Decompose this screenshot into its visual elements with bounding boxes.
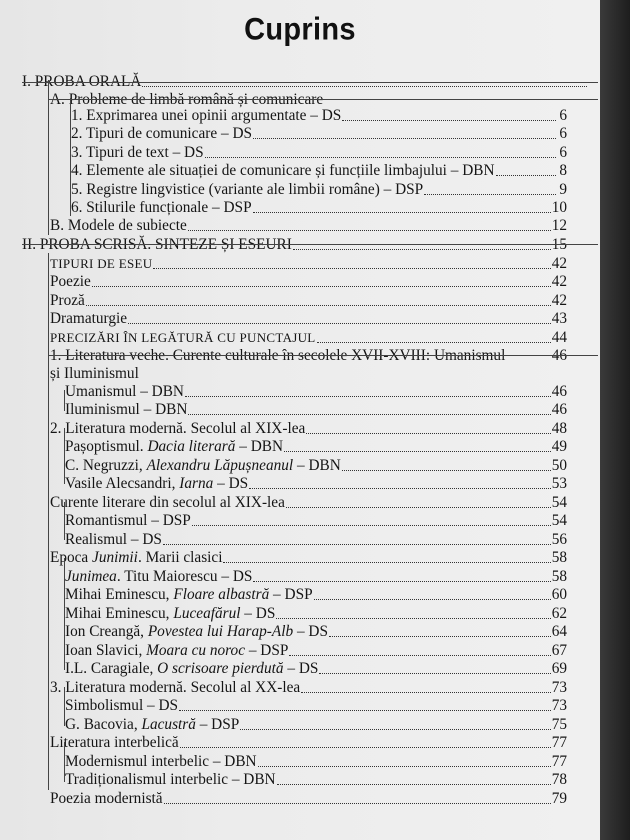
toc-entry-label: C. Negruzzi, Alexandru Lăpușneanul – DBN [65,457,341,474]
toc-leader-dots [249,488,551,489]
toc-tree-line [64,742,65,782]
toc-entry-label: Poezia modernistă [50,790,163,807]
toc-leader-dots [153,268,550,269]
toc-leader-dots [205,157,556,158]
toc-entry [71,106,567,124]
page-title: Cuprins [244,12,356,48]
toc-entry-label: I.L. Caragiale, O scrisoare pierdută – DS [65,660,319,677]
toc-entry [65,604,567,622]
toc-leader-dots [314,599,551,600]
toc-page-number: 50 [551,457,567,474]
toc-entry [65,770,567,788]
toc-leader-dots [301,692,551,693]
toc-entry-label: 1. Literatura veche. Curente culturale în secolele XVII-XVIII: Umanismul [50,347,506,364]
toc-page-number: 67 [551,642,567,659]
toc-entry-label: 6. Stilurile funcționale – DSP [71,199,252,216]
toc-leader-dots [86,305,551,306]
toc-page-number: 12 [551,217,567,234]
toc-entry [50,254,567,272]
toc-page-number: 43 [551,310,567,327]
toc-entry-label: 5. Registre lingvistice (variante ale limbii române) – DSP [71,181,424,198]
toc-leader-dots [258,766,551,767]
toc-leader-dots [253,212,551,213]
toc-entry [65,715,567,733]
toc-page-number: 42 [551,255,567,272]
toc-entry-label: și Iluminismul [50,365,139,382]
toc-page-number: 56 [551,531,567,548]
toc-page-number: 64 [551,623,567,640]
toc-entry [65,382,567,400]
toc-leader-dots [317,342,551,343]
toc-entry [50,733,567,751]
toc-entry [65,474,567,492]
toc-entry-label: Junimea. Titu Maiorescu – DS [65,568,253,585]
toc-entry-label: Tradiționalismul interbelic – DBN [65,771,276,788]
toc-leader-dots [424,194,556,195]
toc-entry-label: Curente literare din secolul al XIX-lea [50,494,285,511]
toc-leader-dots [185,396,551,397]
toc-entry-label: Poezie [50,273,91,290]
toc-leader-dots [223,562,550,563]
toc-entry-label: Dramaturgie [50,310,128,327]
toc-page-number: 73 [551,679,567,696]
toc-entry [50,216,567,234]
toc-leader-dots [179,710,551,711]
toc-entry [50,272,567,290]
toc-leader-dots [240,729,550,730]
toc-page-number: 46 [551,401,567,418]
toc-leader-dots [188,414,550,415]
toc-entry [71,161,567,179]
toc-page-number: 8 [559,162,567,179]
toc-entry [65,752,567,770]
toc-entry [50,291,567,309]
toc-page-number: 49 [551,438,567,455]
toc-entry [71,124,567,142]
toc-page-number: 6 [559,144,567,161]
toc-entry-label: Modernismul interbelic – DBN [65,753,257,770]
toc-entry-label: Vasile Alecsandri, Iarna – DS [65,475,249,492]
toc-page-number: 53 [551,475,567,492]
toc-entry-label: G. Bacovia, Lacustră – DSP [65,716,240,733]
toc-page-number: 75 [551,716,567,733]
toc-leader-dots [329,636,551,637]
toc-leader-dots [188,230,551,231]
toc-entry [65,641,567,659]
toc-page-number: 46 [551,347,567,364]
toc-entry-label: Pașoptismul. Dacia literară – DBN [65,438,283,455]
toc-leader-dots [142,86,587,87]
toc-entry [65,696,567,714]
toc-entry [71,198,567,216]
toc-leader-dots [180,747,551,748]
toc-leader-dots [496,175,556,176]
toc-entry-label: Realismul – DS [65,531,162,548]
toc-entry [65,622,567,640]
toc-entry [65,659,567,677]
toc-entry [50,419,567,437]
toc-page-number: 77 [551,734,567,751]
toc-entry [50,678,567,696]
toc-page-number: 54 [551,512,567,529]
toc-entry [71,143,567,161]
toc-page-number: 46 [551,383,567,400]
toc-tree-line [48,99,598,100]
toc-entry [50,309,567,327]
toc-page-number: 62 [551,605,567,622]
toc-leader-dots [253,581,550,582]
toc-entry-label: 4. Elemente ale situației de comunicare și funcțiile limbajului – DBN [71,162,495,179]
toc-entry [50,548,567,566]
toc-entry-label: B. Modele de subiecte [50,217,187,234]
toc-entry [71,180,567,198]
toc-leader-dots [306,433,550,434]
toc-page-number: 58 [551,549,567,566]
toc-leader-dots [253,138,556,139]
toc-tree-line [64,502,65,540]
toc-entry-label: 3. Literatura modernă. Secolul al XX-lea [50,679,301,696]
toc-page-number: 78 [551,771,567,788]
toc-page-number: 54 [551,494,567,511]
page-edge-shadow [600,0,630,840]
toc-tree-line [70,98,71,216]
toc-leader-dots [164,803,551,804]
toc-entry-label: Epoca Junimii. Marii clasici [50,549,223,566]
toc-page-number: 79 [551,790,567,807]
toc-entry [65,530,567,548]
toc-entry-label: Iluminismul – DBN [65,401,188,418]
toc-entry [65,400,567,418]
toc-leader-dots [163,544,551,545]
toc-leader-dots [284,451,551,452]
toc-entry-label: TIPURI DE ESEU [50,256,153,271]
toc-page-number: 69 [551,660,567,677]
toc-entry-label: A. Probleme de limbă română și comunicare [50,91,324,108]
toc-tree-line [48,80,49,235]
toc-entry [50,364,567,382]
toc-leader-dots [342,470,551,471]
toc-entry [65,511,567,529]
toc-entry-label: Romantismul – DSP [65,512,191,529]
toc-entry-label: 2. Literatura modernă. Secolul al XIX-lea [50,420,306,437]
toc-entry-label: PRECIZĂRI ÎN LEGĂTURĂ CU PUNCTAJUL [50,330,316,345]
toc-leader-dots [92,286,551,287]
toc-page-number: 42 [551,292,567,309]
toc-entry-label: 1. Exprimarea unei opinii argumentate – DS [71,107,342,124]
toc-leader-dots [342,120,556,121]
toc-entry [65,585,567,603]
toc-page-number: 10 [551,199,567,216]
toc-tree-line [64,428,65,484]
toc-page-number: 44 [551,329,567,346]
toc-entry [65,456,567,474]
toc-leader-dots [277,784,551,785]
toc-leader-dots [276,618,550,619]
toc-entry [50,789,567,807]
toc-page-number: 77 [551,753,567,770]
toc-page-number: 60 [551,586,567,603]
toc-leader-dots [289,655,550,656]
toc-tree-line [64,687,65,726]
toc-entry [50,328,567,346]
toc-tree-line [22,244,598,245]
toc-entry-label: II. PROBA SCRISĂ. SINTEZE ȘI ESEURI [22,236,292,253]
toc-page-number: 15 [551,236,567,253]
toc-entry-label: 2. Tipuri de comunicare – DS [71,125,253,142]
toc-page-number: 73 [551,697,567,714]
toc-leader-dots [128,323,551,324]
toc-page-number: 42 [551,273,567,290]
toc-tree-line [48,355,598,356]
toc-entry [65,437,567,455]
toc-leader-dots [286,507,551,508]
toc-page-number: 48 [551,420,567,437]
toc-entry-label: Literatura interbelică [50,734,179,751]
toc-leader-dots [192,525,551,526]
toc-page-number: 6 [559,107,567,124]
toc-entry [50,493,567,511]
toc-tree-line [64,558,65,670]
toc-entry-label: Mihai Eminescu, Floare albastră – DSP [65,586,313,603]
toc-entry-label: 3. Tipuri de text – DS [71,144,204,161]
toc-entry-label: I. PROBA ORALĂ [22,73,142,90]
toc-entry-label: Umanismul – DBN [65,383,184,400]
toc-tree-line [22,82,598,83]
toc-entry [22,72,598,90]
toc-tree-line [64,390,65,411]
toc-leader-dots [293,249,551,250]
toc-page-number: 58 [551,568,567,585]
toc-page-number: 6 [559,125,567,142]
toc-page-number: 9 [559,181,567,198]
toc-entry-label: Mihai Eminescu, Luceafărul – DS [65,605,276,622]
toc-tree-line [48,253,49,790]
toc-leader-dots [319,673,550,674]
toc-entry-label: Ioan Slavici, Moara cu noroc – DSP [65,642,289,659]
toc-entry-label: Ion Creangă, Povestea lui Harap-Alb – DS [65,623,328,640]
toc-entry-label: Simbolismul – DS [65,697,179,714]
toc-entry [65,567,567,585]
toc-entry-label: Proză [50,292,85,309]
